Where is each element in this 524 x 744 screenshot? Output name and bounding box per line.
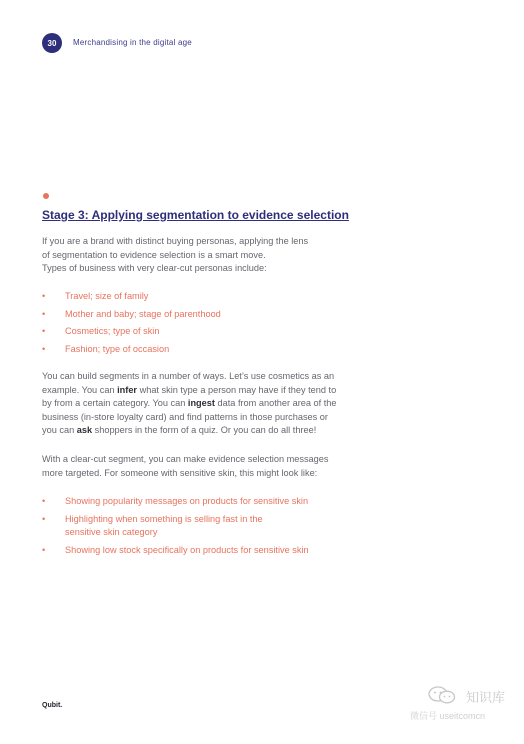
list-item-line: Highlighting when something is selling fast in the bbox=[65, 513, 263, 524]
list-item: • Mother and baby; stage of parenthood bbox=[42, 308, 221, 322]
example-list bbox=[42, 495, 309, 557]
list-item-line: sensitive skin category bbox=[65, 527, 158, 537]
paragraph-line: business (in-store loyalty card) and find patterns in those purchases or bbox=[42, 411, 328, 422]
intro-line: If you are a brand with distinct buying personas, applying the lens bbox=[42, 236, 309, 246]
watermark-brand: 知识库 bbox=[466, 690, 506, 705]
intro-line: Types of business with very clear-cut personas include: bbox=[42, 263, 267, 273]
list-item: • Showing low stock specifically on products for sensitive skin bbox=[42, 544, 309, 558]
paragraph-line: With a clear-cut segment, you can make evidence selection messages bbox=[42, 454, 329, 464]
list-item bbox=[42, 513, 309, 540]
wechat-icon bbox=[428, 686, 456, 704]
intro-line: of segmentation to evidence selection is a smart move. bbox=[42, 249, 266, 260]
persona-list bbox=[42, 290, 221, 356]
clear-cut-paragraph bbox=[42, 453, 378, 480]
segments-paragraph bbox=[42, 370, 378, 438]
watermark-site: 微信号 useitcomcn bbox=[410, 711, 486, 721]
watermark bbox=[410, 683, 518, 723]
qubit-logo: Qubit. bbox=[42, 702, 63, 709]
ask-emphasis: ask bbox=[76, 425, 93, 435]
paragraph-line: You can build segments in a number of ways. Let’s use cosmetics as an bbox=[42, 371, 335, 381]
paragraph-line: example. You can infer what skin type a person may have if they tend to bbox=[42, 384, 337, 395]
section-heading: Stage 3: Applying segmentation to evidence selection bbox=[42, 208, 349, 222]
list-item: • Fashion; type of occasion bbox=[42, 343, 221, 357]
paragraph-line: you can ask shoppers in the form of a quiz. Or you can do all three! bbox=[42, 425, 317, 435]
ingest-emphasis: ingest bbox=[187, 398, 215, 408]
page-number-badge bbox=[42, 33, 62, 53]
running-title: Merchandising in the digital age bbox=[73, 38, 192, 47]
list-item: • Travel; size of family bbox=[42, 290, 221, 304]
paragraph-line: by from a certain category. You can ingest data from another area of the bbox=[42, 398, 337, 408]
intro-paragraph bbox=[42, 235, 378, 276]
infer-emphasis: infer bbox=[117, 384, 138, 395]
paragraph-line: more targeted. For someone with sensitive skin, this might look like: bbox=[42, 467, 318, 478]
page-number: 30 bbox=[47, 38, 57, 48]
section-dot-icon bbox=[43, 193, 49, 199]
list-item: • Cosmetics; type of skin bbox=[42, 325, 221, 339]
list-item: • Showing popularity messages on products for sensitive skin bbox=[42, 495, 309, 509]
